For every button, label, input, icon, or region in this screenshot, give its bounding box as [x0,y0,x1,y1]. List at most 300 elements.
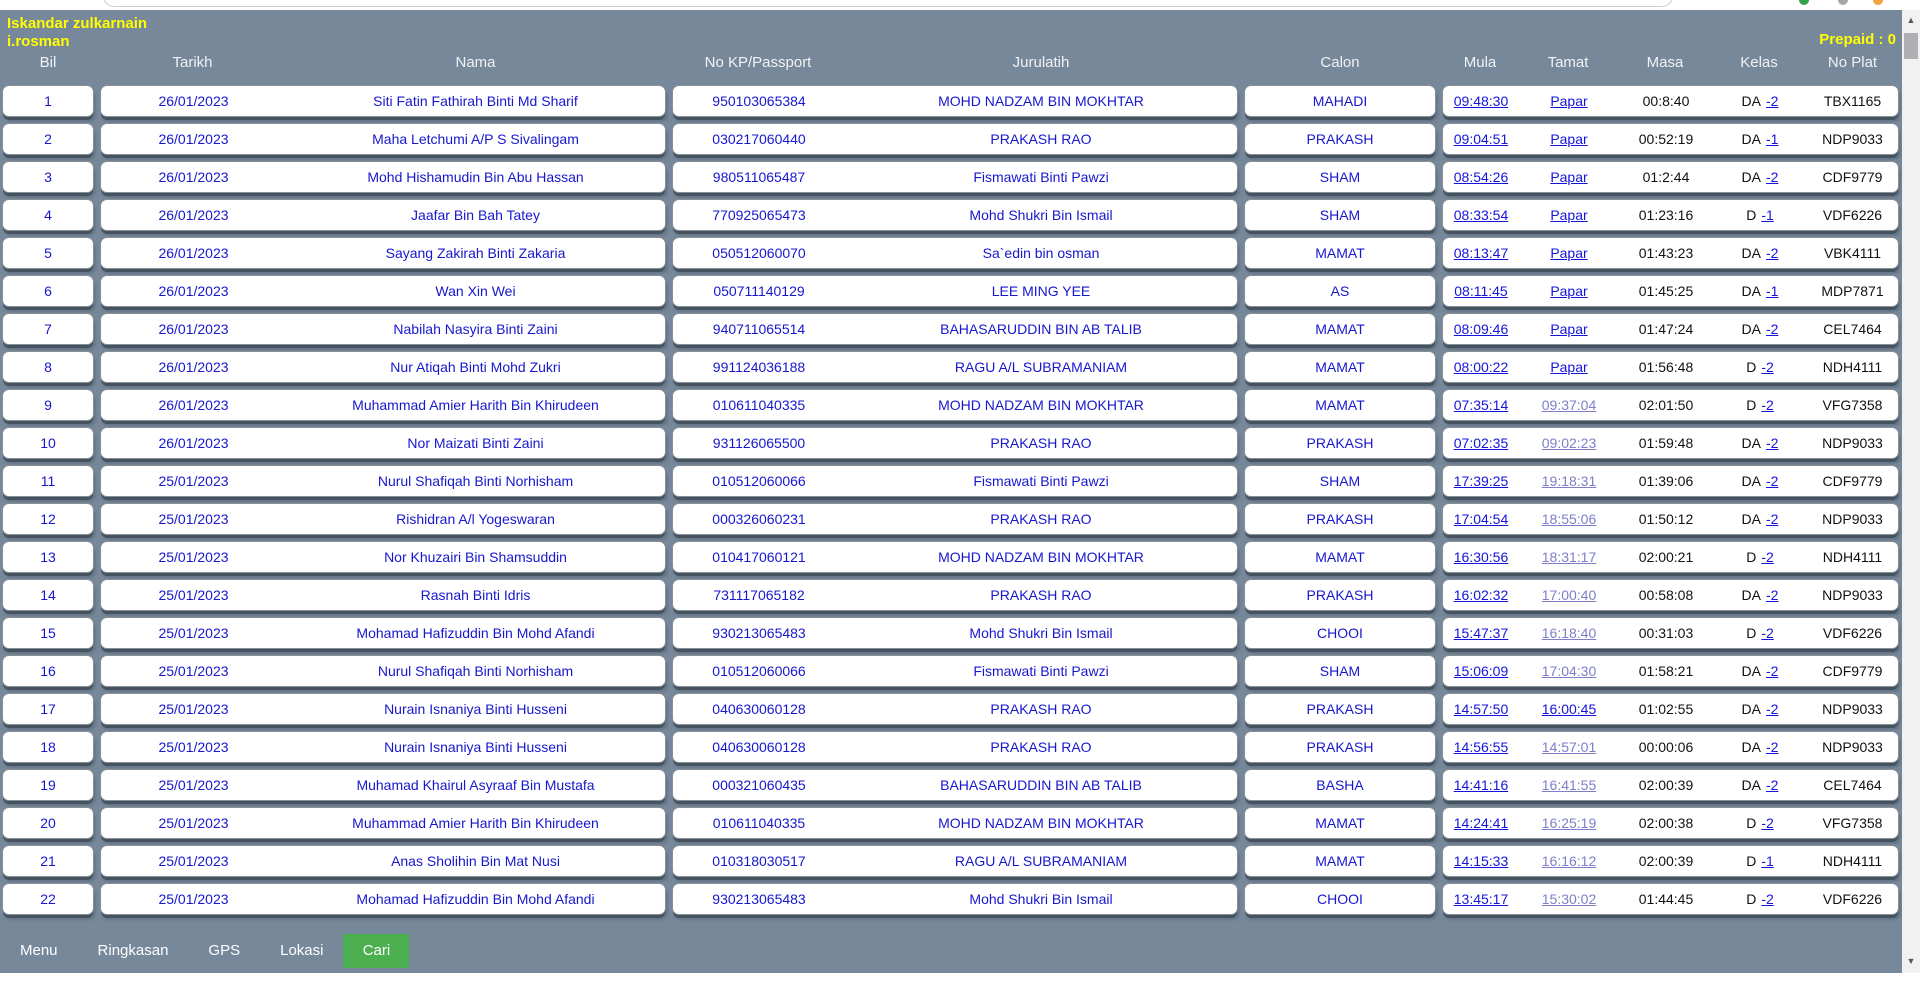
cell-tarikh: 25/01/2023 [158,549,229,565]
cell-no-kp: 050711140129 [713,283,805,299]
cell-no-plat: NDP9033 [1822,435,1883,451]
mula-time-link[interactable]: 08:54:26 [1453,169,1509,185]
cell-masa: 01:59:48 [1638,435,1694,451]
cell-calon: MAMAT [1244,237,1436,269]
cell-no-plat: NDH4111 [1822,549,1883,565]
cell-masa: 01:56:48 [1638,359,1694,375]
cell-bil: 18 [2,731,94,763]
cell-masa: 01:50:12 [1638,511,1694,527]
cell-tarikh: 25/01/2023 [158,739,229,755]
mula-time-link[interactable]: 08:00:22 [1453,359,1509,375]
cell-masa: 01:58:21 [1638,663,1694,679]
cell-tarikh: 26/01/2023 [158,359,229,375]
kelas-adjust-link[interactable]: -2 [1766,663,1779,679]
mula-time-link[interactable]: 09:48:30 [1453,93,1509,109]
cell-no-plat: CEL7464 [1823,777,1882,793]
cell-no-plat: VDF6226 [1822,891,1883,907]
cell-kelas: DA [1741,663,1761,679]
cell-tarikh: 25/01/2023 [158,891,229,907]
cell-masa: 02:00:39 [1638,853,1694,869]
table-row [2,503,1899,535]
cell-no-kp: 731117065182 [713,587,805,603]
cell-calon: MAMAT [1244,845,1436,877]
cell-masa: 01:2:44 [1642,169,1690,185]
cell-kelas: DA [1741,245,1761,261]
cell-tarikh: 25/01/2023 [158,473,229,489]
tamat-link[interactable]: Papar [1550,93,1588,109]
cell-nama: Wan Xin Wei [435,283,516,299]
mula-time-link[interactable]: 15:47:37 [1453,625,1509,641]
cell-bil: 17 [2,693,94,725]
cell-calon: SHAM [1244,655,1436,687]
cell-nama: Nurain Isnaniya Binti Husseni [384,739,567,755]
cell-jurulatih: MOHD NADZAM BIN MOKHTAR [938,549,1144,565]
kelas-adjust-link[interactable]: -2 [1766,739,1779,755]
tamat-link[interactable]: Papar [1550,207,1588,223]
menu-item-menu[interactable]: Menu [20,942,58,959]
cell-bil: 13 [2,541,94,573]
table-row [2,199,1899,231]
cell-nama: Mohamad Hafizuddin Bin Mohd Afandi [356,625,595,641]
tamat-link[interactable]: Papar [1550,131,1588,147]
tamat-link[interactable]: 16:18:40 [1541,625,1597,641]
cell-no-plat: CDF9779 [1822,169,1883,185]
kelas-adjust-link[interactable]: -2 [1766,169,1779,185]
cell-calon: PRAKASH [1244,579,1436,611]
mula-time-link[interactable]: 16:02:32 [1453,587,1509,603]
tamat-link[interactable]: Papar [1550,283,1588,299]
cell-bil: 12 [2,503,94,535]
user-name: Iskandar zulkarnain [7,15,148,32]
tamat-link[interactable]: 17:00:40 [1541,587,1597,603]
cell-masa: 01:45:25 [1638,283,1694,299]
cell-bil: 11 [2,465,94,497]
tamat-link[interactable]: Papar [1550,321,1588,337]
extension-dot-orange-icon[interactable] [1873,0,1883,5]
cell-masa: 01:44:45 [1638,891,1694,907]
column-header-tamat: Tamat [1547,54,1589,71]
mula-time-link[interactable]: 14:57:50 [1453,701,1509,717]
kelas-adjust-link[interactable]: -2 [1761,815,1774,831]
cell-bil: 16 [2,655,94,687]
cell-tarikh: 25/01/2023 [158,587,229,603]
cell-nama: Nurain Isnaniya Binti Husseni [384,701,567,717]
cell-nama: Nurul Shafiqah Binti Norhisham [377,473,574,489]
tamat-link[interactable]: 16:00:45 [1541,701,1597,717]
column-header-calon: Calon [1320,54,1360,71]
table-row [2,427,1899,459]
cell-kelas: DA [1741,701,1761,717]
cell-no-plat: NDP9033 [1822,511,1883,527]
user-info [7,15,147,51]
cell-jurulatih: PRAKASH RAO [990,131,1092,147]
tamat-link[interactable]: 09:37:04 [1541,397,1597,413]
cell-calon: MAHADI [1244,85,1436,117]
cell-no-kp: 931126065500 [712,435,806,451]
cell-masa: 02:00:39 [1638,777,1694,793]
cell-kelas: DA [1741,777,1761,793]
cell-tarikh: 25/01/2023 [158,777,229,793]
cell-tarikh: 26/01/2023 [158,207,229,223]
tamat-link[interactable]: 16:16:12 [1541,853,1597,869]
cell-masa: 01:43:23 [1638,245,1694,261]
cell-jurulatih: PRAKASH RAO [990,435,1092,451]
cell-bil: 8 [2,351,94,383]
table-row [2,693,1899,725]
cell-no-plat: NDP9033 [1822,701,1883,717]
cell-calon: MAMAT [1244,541,1436,573]
cell-no-kp: 050512060070 [712,245,806,261]
tamat-link[interactable]: 15:30:02 [1541,891,1597,907]
browser-address-bar-edge [103,0,1673,7]
cell-calon: PRAKASH [1244,693,1436,725]
cell-jurulatih: Fismawati Binti Pawzi [973,663,1109,679]
cell-masa: 02:01:50 [1638,397,1694,413]
kelas-adjust-link[interactable]: -2 [1766,587,1779,603]
cell-no-kp: 010512060066 [712,663,806,679]
cell-no-plat: VDF6226 [1822,207,1883,223]
mula-time-link[interactable]: 07:35:14 [1453,397,1509,413]
column-header-kelas: Kelas [1740,54,1778,71]
cell-nama: Anas Sholihin Bin Mat Nusi [391,853,560,869]
kelas-adjust-link[interactable]: -2 [1766,511,1779,527]
cell-tarikh: 26/01/2023 [158,169,229,185]
mula-time-link[interactable]: 14:24:41 [1453,815,1509,831]
cell-no-kp: 991124036188 [712,359,806,375]
kelas-adjust-link[interactable]: -2 [1766,701,1779,717]
cell-jurulatih: Fismawati Binti Pawzi [973,473,1109,489]
cell-no-plat: NDP9033 [1822,131,1883,147]
cell-nama: Nabilah Nasyira Binti Zaini [393,321,558,337]
tamat-link[interactable]: 16:25:19 [1541,815,1597,831]
table-row [2,541,1899,573]
cell-jurulatih: BAHASARUDDIN BIN AB TALIB [940,321,1142,337]
column-header-jurulatih: Jurulatih [1012,54,1070,71]
cell-bil: 4 [2,199,94,231]
cell-no-plat: NDP9033 [1822,739,1883,755]
table-row [2,883,1899,915]
cell-masa: 01:47:24 [1638,321,1694,337]
cell-kelas: D [1746,397,1757,413]
table-row [2,275,1899,307]
cell-bil: 2 [2,123,94,155]
cell-kelas: D [1746,625,1757,641]
tamat-link[interactable]: 14:57:01 [1541,739,1597,755]
menu-item-lokasi[interactable]: Lokasi [280,942,324,959]
cell-tarikh: 26/01/2023 [158,397,229,413]
menu-item-ringkasan[interactable]: Ringkasan [97,942,169,959]
kelas-adjust-link[interactable]: -2 [1766,473,1779,489]
cell-jurulatih: MOHD NADZAM BIN MOKHTAR [938,93,1144,109]
kelas-adjust-link[interactable]: -2 [1766,435,1779,451]
cell-nama: Mohamad Hafizuddin Bin Mohd Afandi [356,891,595,907]
kelas-adjust-link[interactable]: -2 [1761,359,1774,375]
cell-no-kp: 010611040335 [712,815,806,831]
cell-bil: 1 [2,85,94,117]
table-row [2,389,1899,421]
cell-tarikh: 25/01/2023 [158,853,229,869]
table-row [2,313,1899,345]
column-header-masa: Masa [1646,54,1684,71]
cell-bil: 9 [2,389,94,421]
cell-calon: SHAM [1244,199,1436,231]
kelas-adjust-link[interactable]: -1 [1761,853,1774,869]
cell-masa: 02:00:38 [1638,815,1694,831]
mula-time-link[interactable]: 08:09:46 [1453,321,1509,337]
cell-jurulatih: Mohd Shukri Bin Ismail [969,625,1113,641]
cell-tarikh: 25/01/2023 [158,625,229,641]
kelas-adjust-link[interactable]: -2 [1761,891,1774,907]
cell-no-plat: VFG7358 [1822,815,1883,831]
cell-bil: 21 [2,845,94,877]
cell-kelas: DA [1741,511,1761,527]
cell-jurulatih: Mohd Shukri Bin Ismail [969,207,1113,223]
kelas-adjust-link[interactable]: -2 [1766,245,1779,261]
table-row [2,731,1899,763]
column-header-nama: Nama [455,54,496,71]
mula-time-link[interactable]: 17:39:25 [1453,473,1509,489]
kelas-adjust-link[interactable]: -1 [1766,283,1779,299]
cell-bil: 19 [2,769,94,801]
kelas-adjust-link[interactable]: -1 [1761,207,1774,223]
cell-calon: BASHA [1244,769,1436,801]
cell-no-plat: CDF9779 [1822,663,1883,679]
cell-jurulatih: PRAKASH RAO [990,701,1092,717]
cell-kelas: D [1746,359,1757,375]
cell-jurulatih: RAGU A/L SUBRAMANIAM [954,853,1128,869]
cell-no-kp: 010512060066 [712,473,806,489]
mula-time-link[interactable]: 17:04:54 [1453,511,1509,527]
cell-tarikh: 26/01/2023 [158,321,229,337]
cell-no-kp: 010318030517 [712,853,806,869]
cell-bil: 15 [2,617,94,649]
user-login: i.rosman [7,33,70,50]
cell-kelas: D [1746,815,1757,831]
cell-kelas: D [1746,853,1757,869]
cell-kelas: DA [1741,473,1761,489]
cell-masa: 00:52:19 [1638,131,1694,147]
cell-calon: SHAM [1244,161,1436,193]
kelas-adjust-link[interactable]: -2 [1766,321,1779,337]
cell-tarikh: 26/01/2023 [158,93,229,109]
cell-no-kp: 030217060440 [712,131,806,147]
cell-no-plat: CEL7464 [1823,321,1882,337]
column-header-mula: Mula [1463,54,1497,71]
column-header-no-plat: No Plat [1827,54,1878,71]
cari-button[interactable]: Cari [343,934,409,968]
cell-jurulatih: MOHD NADZAM BIN MOKHTAR [938,397,1144,413]
cell-nama: Maha Letchumi A/P S Sivalingam [372,131,579,147]
cell-no-plat: NDH4111 [1822,359,1883,375]
cell-bil: 10 [2,427,94,459]
cell-kelas: DA [1741,321,1761,337]
table-row [2,579,1899,611]
extension-dot-gray-icon[interactable] [1838,0,1848,5]
mula-time-link[interactable]: 08:13:47 [1453,245,1509,261]
cell-nama: Jaafar Bin Bah Tatey [411,207,540,223]
cell-no-kp: 930213065483 [712,625,806,641]
browser-top-edge [0,0,1920,10]
column-header-bil: Bil [39,54,57,71]
cell-calon: SHAM [1244,465,1436,497]
cell-jurulatih: PRAKASH RAO [990,511,1092,527]
cell-no-kp: 040630060128 [712,701,806,717]
mula-time-link[interactable]: 08:11:45 [1454,283,1508,299]
tamat-link[interactable]: 09:02:23 [1541,435,1597,451]
cell-no-plat: NDP9033 [1822,587,1883,603]
mula-time-link[interactable]: 14:41:16 [1453,777,1509,793]
scroll-up-arrow-icon[interactable]: ▲ [1906,15,1916,25]
cell-nama: Nor Khuzairi Bin Shamsuddin [384,549,567,565]
cell-masa: 02:00:21 [1638,549,1694,565]
cell-nama: Sayang Zakirah Binti Zakaria [385,245,566,261]
table-row [2,351,1899,383]
cell-nama: Siti Fatin Fathirah Binti Md Sharif [373,93,578,109]
cell-bil: 5 [2,237,94,269]
cell-no-plat: NDH4111 [1822,853,1883,869]
cell-calon: PRAKASH [1244,731,1436,763]
cell-tarikh: 25/01/2023 [158,511,229,527]
cell-calon: AS [1244,275,1436,307]
cell-jurulatih: BAHASARUDDIN BIN AB TALIB [940,777,1142,793]
table-row [2,85,1899,117]
cell-tarikh: 26/01/2023 [158,283,229,299]
cell-no-plat: VDF6226 [1822,625,1883,641]
cell-masa: 01:39:06 [1638,473,1694,489]
table-row [2,655,1899,687]
cell-nama: Muhamad Khairul Asyraaf Bin Mustafa [356,777,595,793]
kelas-adjust-link[interactable]: -2 [1766,93,1779,109]
cell-bil: 14 [2,579,94,611]
cell-jurulatih: MOHD NADZAM BIN MOKHTAR [938,815,1144,831]
cell-tarikh: 25/01/2023 [158,663,229,679]
cell-jurulatih: LEE MING YEE [991,283,1091,299]
kelas-adjust-link[interactable]: -2 [1761,397,1774,413]
mula-time-link[interactable]: 15:06:09 [1453,663,1509,679]
cell-calon: CHOOI [1244,617,1436,649]
cell-no-plat: VBK4111 [1823,245,1882,261]
cell-jurulatih: PRAKASH RAO [990,739,1092,755]
tamat-link[interactable]: 18:55:06 [1541,511,1597,527]
cell-no-kp: 010611040335 [712,397,806,413]
cell-nama: Nor Maizati Binti Zaini [407,435,544,451]
mula-time-link[interactable]: 14:15:33 [1453,853,1509,869]
cell-calon: PRAKASH [1244,503,1436,535]
cell-tarikh: 26/01/2023 [158,131,229,147]
extension-dot-green-icon[interactable] [1799,0,1809,5]
cell-kelas: DA [1741,93,1761,109]
mula-time-link[interactable]: 07:02:35 [1453,435,1509,451]
cell-no-kp: 000326060231 [712,511,806,527]
table-row [2,845,1899,877]
table-row [2,161,1899,193]
bottom-menu-bar [0,928,1902,973]
cell-nama: Nurul Shafiqah Binti Norhisham [377,663,574,679]
kelas-adjust-link[interactable]: -1 [1766,131,1779,147]
cell-no-kp: 950103065384 [712,93,806,109]
table-row [2,807,1899,839]
mula-time-link[interactable]: 08:33:54 [1453,207,1509,223]
cell-nama: Mohd Hishamudin Bin Abu Hassan [367,169,584,185]
cell-kelas: D [1746,549,1757,565]
mula-time-link[interactable]: 13:45:17 [1453,891,1509,907]
cell-calon: MAMAT [1244,313,1436,345]
tamat-link[interactable]: 17:04:30 [1541,663,1597,679]
cell-nama: Muhammad Amier Harith Bin Khirudeen [352,397,599,413]
cell-nama: Nur Atiqah Binti Mohd Zukri [390,359,561,375]
cell-bil: 3 [2,161,94,193]
tamat-link[interactable]: Papar [1550,169,1588,185]
cell-bil: 22 [2,883,94,915]
cell-tarikh: 26/01/2023 [158,245,229,261]
cell-nama: Rasnah Binti Idris [420,587,531,603]
prepaid-balance: Prepaid : 0 [1819,31,1896,48]
kelas-adjust-link[interactable]: -2 [1761,549,1774,565]
cell-tarikh: 25/01/2023 [158,701,229,717]
cell-no-kp: 980511065487 [712,169,806,185]
cell-masa: 01:02:55 [1638,701,1694,717]
cell-kelas: DA [1741,739,1761,755]
cell-kelas: D [1746,891,1757,907]
kelas-adjust-link[interactable]: -2 [1766,777,1779,793]
cell-jurulatih: Fismawati Binti Pawzi [973,169,1109,185]
cell-calon: MAMAT [1244,351,1436,383]
mula-time-link[interactable]: 16:30:56 [1453,549,1509,565]
cell-jurulatih: RAGU A/L SUBRAMANIAM [954,359,1128,375]
cell-jurulatih: PRAKASH RAO [990,587,1092,603]
cell-bil: 7 [2,313,94,345]
cell-tarikh: 25/01/2023 [158,815,229,831]
cell-masa: 00:8:40 [1642,93,1690,109]
tamat-link[interactable]: 19:18:31 [1541,473,1597,489]
tamat-link[interactable]: 16:41:55 [1541,777,1597,793]
scrollbar-thumb[interactable] [1904,33,1918,59]
tamat-link[interactable]: Papar [1550,359,1588,375]
cell-kelas: DA [1741,587,1761,603]
cell-masa: 00:58:08 [1638,587,1694,603]
cell-masa: 01:23:16 [1638,207,1694,223]
mula-time-link[interactable]: 09:04:51 [1453,131,1509,147]
scroll-down-arrow-icon[interactable]: ▼ [1906,956,1916,966]
cell-calon: CHOOI [1244,883,1436,915]
tamat-link[interactable]: 18:31:17 [1541,549,1597,565]
table-row [2,237,1899,269]
cell-no-kp: 770925065473 [712,207,806,223]
main-app-area [0,10,1902,973]
vertical-scrollbar[interactable] [1902,10,1920,973]
cell-calon: PRAKASH [1244,123,1436,155]
kelas-adjust-link[interactable]: -2 [1761,625,1774,641]
tamat-link[interactable]: Papar [1550,245,1588,261]
cell-jurulatih: Mohd Shukri Bin Ismail [969,891,1113,907]
cell-tarikh: 26/01/2023 [158,435,229,451]
cell-no-kp: 000321060435 [712,777,806,793]
mula-time-link[interactable]: 14:56:55 [1453,739,1509,755]
cell-no-plat: MDP7871 [1821,283,1884,299]
cell-no-plat: TBX1165 [1823,93,1882,109]
column-header-tarikh: Tarikh [172,54,213,71]
cell-bil: 6 [2,275,94,307]
cell-no-kp: 940711065514 [712,321,806,337]
cell-kelas: DA [1741,131,1761,147]
cell-kelas: DA [1741,435,1761,451]
table-body [0,85,1899,921]
cell-bil: 20 [2,807,94,839]
table-row [2,769,1899,801]
cell-no-kp: 930213065483 [712,891,806,907]
menu-item-gps[interactable]: GPS [208,942,241,959]
cell-masa: 00:31:03 [1638,625,1694,641]
